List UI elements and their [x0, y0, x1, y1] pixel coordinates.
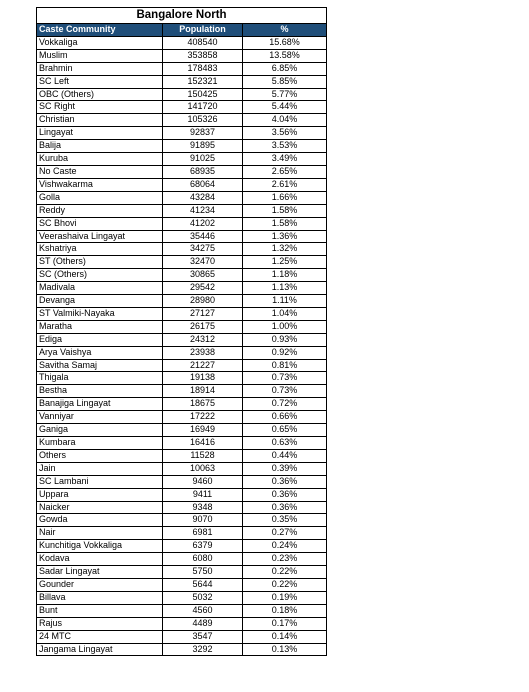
- cell-percent: 0.19%: [243, 591, 327, 604]
- table-row: [37, 114, 327, 127]
- spreadsheet-table-container: [36, 7, 326, 656]
- cell-caste-community: Ediga: [37, 333, 163, 346]
- table-row: [37, 333, 327, 346]
- table-row: [37, 630, 327, 643]
- cell-population: 178483: [163, 62, 243, 75]
- table-row: [37, 604, 327, 617]
- cell-percent: 3.53%: [243, 140, 327, 153]
- cell-percent: 0.65%: [243, 424, 327, 437]
- cell-caste-community: Ganiga: [37, 424, 163, 437]
- cell-percent: 1.04%: [243, 307, 327, 320]
- table-header-row: [37, 24, 327, 37]
- cell-population: 18675: [163, 398, 243, 411]
- cell-population: 5750: [163, 566, 243, 579]
- table-row: [37, 411, 327, 424]
- cell-population: 41202: [163, 217, 243, 230]
- cell-population: 4560: [163, 604, 243, 617]
- cell-caste-community: Banajiga Lingayat: [37, 398, 163, 411]
- cell-caste-community: Jain: [37, 462, 163, 475]
- cell-percent: 15.68%: [243, 36, 327, 49]
- cell-population: 353858: [163, 49, 243, 62]
- cell-percent: 2.65%: [243, 165, 327, 178]
- cell-percent: 13.58%: [243, 49, 327, 62]
- cell-percent: 0.72%: [243, 398, 327, 411]
- cell-caste-community: Christian: [37, 114, 163, 127]
- cell-caste-community: Balija: [37, 140, 163, 153]
- header-percent: %: [243, 24, 327, 37]
- cell-percent: 1.25%: [243, 256, 327, 269]
- cell-caste-community: Thigala: [37, 372, 163, 385]
- cell-population: 11528: [163, 449, 243, 462]
- cell-population: 6080: [163, 553, 243, 566]
- cell-population: 9348: [163, 501, 243, 514]
- cell-population: 105326: [163, 114, 243, 127]
- table-row: [37, 295, 327, 308]
- cell-percent: 0.93%: [243, 333, 327, 346]
- table-row: [37, 191, 327, 204]
- cell-population: 152321: [163, 75, 243, 88]
- table-row: [37, 140, 327, 153]
- cell-caste-community: No Caste: [37, 165, 163, 178]
- header-caste-community: Caste Community: [37, 24, 163, 37]
- cell-population: 21227: [163, 359, 243, 372]
- cell-population: 18914: [163, 385, 243, 398]
- cell-percent: 0.22%: [243, 566, 327, 579]
- cell-percent: 3.49%: [243, 153, 327, 166]
- cell-percent: 6.85%: [243, 62, 327, 75]
- cell-percent: 1.18%: [243, 269, 327, 282]
- cell-percent: 5.85%: [243, 75, 327, 88]
- table-row: [37, 36, 327, 49]
- table-row: [37, 269, 327, 282]
- cell-caste-community: Savitha Samaj: [37, 359, 163, 372]
- cell-percent: 0.63%: [243, 437, 327, 450]
- table-row: [37, 346, 327, 359]
- cell-caste-community: Kuruba: [37, 153, 163, 166]
- cell-population: 28980: [163, 295, 243, 308]
- table-row: [37, 578, 327, 591]
- cell-population: 92837: [163, 127, 243, 140]
- table-row: [37, 437, 327, 450]
- cell-percent: 0.24%: [243, 540, 327, 553]
- cell-caste-community: SC Bhovi: [37, 217, 163, 230]
- cell-caste-community: Madivala: [37, 282, 163, 295]
- cell-population: 91025: [163, 153, 243, 166]
- table-row: [37, 501, 327, 514]
- cell-percent: 1.00%: [243, 320, 327, 333]
- cell-caste-community: Others: [37, 449, 163, 462]
- table-row: [37, 217, 327, 230]
- table-row: [37, 230, 327, 243]
- cell-population: 19138: [163, 372, 243, 385]
- cell-population: 4489: [163, 617, 243, 630]
- cell-caste-community: Kunchitiga Vokkaliga: [37, 540, 163, 553]
- table-row: [37, 243, 327, 256]
- table-row: [37, 127, 327, 140]
- cell-percent: 0.14%: [243, 630, 327, 643]
- table-row: [37, 49, 327, 62]
- cell-caste-community: Naicker: [37, 501, 163, 514]
- cell-caste-community: OBC (Others): [37, 88, 163, 101]
- cell-population: 3547: [163, 630, 243, 643]
- cell-population: 17222: [163, 411, 243, 424]
- table-row: [37, 101, 327, 114]
- cell-caste-community: SC Left: [37, 75, 163, 88]
- cell-population: 10063: [163, 462, 243, 475]
- table-row: [37, 462, 327, 475]
- cell-population: 68935: [163, 165, 243, 178]
- table-row: [37, 256, 327, 269]
- table-row: [37, 514, 327, 527]
- cell-percent: 2.61%: [243, 178, 327, 191]
- cell-population: 16416: [163, 437, 243, 450]
- cell-population: 41234: [163, 204, 243, 217]
- table-row: [37, 591, 327, 604]
- cell-caste-community: Gounder: [37, 578, 163, 591]
- cell-percent: 1.13%: [243, 282, 327, 295]
- cell-caste-community: Gowda: [37, 514, 163, 527]
- cell-population: 24312: [163, 333, 243, 346]
- cell-population: 35446: [163, 230, 243, 243]
- cell-population: 27127: [163, 307, 243, 320]
- cell-population: 6981: [163, 527, 243, 540]
- cell-percent: 1.58%: [243, 204, 327, 217]
- cell-caste-community: Jangama Lingayat: [37, 643, 163, 656]
- cell-caste-community: Kodava: [37, 553, 163, 566]
- table-row: [37, 424, 327, 437]
- cell-percent: 1.58%: [243, 217, 327, 230]
- table-title: Bangalore North: [37, 8, 327, 24]
- cell-caste-community: Devanga: [37, 295, 163, 308]
- cell-percent: 0.35%: [243, 514, 327, 527]
- cell-percent: 1.36%: [243, 230, 327, 243]
- cell-percent: 1.11%: [243, 295, 327, 308]
- cell-caste-community: Vokkaliga: [37, 36, 163, 49]
- table-row: [37, 178, 327, 191]
- cell-percent: 0.36%: [243, 488, 327, 501]
- cell-percent: 0.81%: [243, 359, 327, 372]
- cell-caste-community: Nair: [37, 527, 163, 540]
- cell-caste-community: Lingayat: [37, 127, 163, 140]
- cell-caste-community: Brahmin: [37, 62, 163, 75]
- cell-population: 29542: [163, 282, 243, 295]
- cell-caste-community: Reddy: [37, 204, 163, 217]
- cell-caste-community: Billava: [37, 591, 163, 604]
- cell-population: 3292: [163, 643, 243, 656]
- cell-caste-community: Arya Vaishya: [37, 346, 163, 359]
- cell-population: 26175: [163, 320, 243, 333]
- table-row: [37, 643, 327, 656]
- cell-percent: 1.66%: [243, 191, 327, 204]
- caste-population-table: [36, 7, 327, 656]
- header-population: Population: [163, 24, 243, 37]
- table-row: [37, 320, 327, 333]
- table-row: [37, 88, 327, 101]
- cell-percent: 0.13%: [243, 643, 327, 656]
- cell-caste-community: SC Lambani: [37, 475, 163, 488]
- table-row: [37, 527, 327, 540]
- cell-percent: 0.44%: [243, 449, 327, 462]
- cell-caste-community: Bunt: [37, 604, 163, 617]
- cell-caste-community: 24 MTC: [37, 630, 163, 643]
- cell-caste-community: ST (Others): [37, 256, 163, 269]
- cell-caste-community: Uppara: [37, 488, 163, 501]
- cell-population: 68064: [163, 178, 243, 191]
- cell-percent: 0.73%: [243, 372, 327, 385]
- cell-population: 150425: [163, 88, 243, 101]
- table-row: [37, 398, 327, 411]
- cell-population: 32470: [163, 256, 243, 269]
- cell-percent: 0.66%: [243, 411, 327, 424]
- table-row: [37, 488, 327, 501]
- table-row: [37, 62, 327, 75]
- table-body: [37, 36, 327, 656]
- table-row: [37, 553, 327, 566]
- cell-percent: 0.27%: [243, 527, 327, 540]
- cell-caste-community: SC Right: [37, 101, 163, 114]
- table-row: [37, 153, 327, 166]
- cell-population: 30865: [163, 269, 243, 282]
- cell-population: 16949: [163, 424, 243, 437]
- cell-population: 5644: [163, 578, 243, 591]
- cell-percent: 0.36%: [243, 501, 327, 514]
- table-row: [37, 307, 327, 320]
- cell-population: 9460: [163, 475, 243, 488]
- cell-population: 6379: [163, 540, 243, 553]
- table-row: [37, 449, 327, 462]
- table-row: [37, 75, 327, 88]
- cell-percent: 0.39%: [243, 462, 327, 475]
- cell-caste-community: Kshatriya: [37, 243, 163, 256]
- cell-percent: 3.56%: [243, 127, 327, 140]
- cell-percent: 0.23%: [243, 553, 327, 566]
- cell-caste-community: Golla: [37, 191, 163, 204]
- cell-population: 9070: [163, 514, 243, 527]
- cell-caste-community: Sadar Lingayat: [37, 566, 163, 579]
- cell-population: 408540: [163, 36, 243, 49]
- cell-caste-community: Kumbara: [37, 437, 163, 450]
- cell-percent: 5.44%: [243, 101, 327, 114]
- table-row: [37, 372, 327, 385]
- cell-population: 34275: [163, 243, 243, 256]
- cell-caste-community: Maratha: [37, 320, 163, 333]
- cell-caste-community: SC (Others): [37, 269, 163, 282]
- cell-percent: 5.77%: [243, 88, 327, 101]
- table-row: [37, 204, 327, 217]
- table-row: [37, 385, 327, 398]
- cell-percent: 1.32%: [243, 243, 327, 256]
- cell-percent: 4.04%: [243, 114, 327, 127]
- table-row: [37, 617, 327, 630]
- cell-population: 5032: [163, 591, 243, 604]
- table-row: [37, 540, 327, 553]
- cell-caste-community: Rajus: [37, 617, 163, 630]
- table-title-row: [37, 8, 327, 24]
- cell-population: 9411: [163, 488, 243, 501]
- cell-population: 23938: [163, 346, 243, 359]
- cell-percent: 0.18%: [243, 604, 327, 617]
- table-row: [37, 359, 327, 372]
- table-row: [37, 566, 327, 579]
- cell-caste-community: Muslim: [37, 49, 163, 62]
- cell-population: 91895: [163, 140, 243, 153]
- cell-percent: 0.92%: [243, 346, 327, 359]
- cell-percent: 0.73%: [243, 385, 327, 398]
- cell-caste-community: Veerashaiva Lingayat: [37, 230, 163, 243]
- cell-population: 43284: [163, 191, 243, 204]
- cell-population: 141720: [163, 101, 243, 114]
- cell-percent: 0.36%: [243, 475, 327, 488]
- cell-percent: 0.22%: [243, 578, 327, 591]
- cell-percent: 0.17%: [243, 617, 327, 630]
- cell-caste-community: Bestha: [37, 385, 163, 398]
- cell-caste-community: ST Valmiki-Nayaka: [37, 307, 163, 320]
- cell-caste-community: Vishwakarma: [37, 178, 163, 191]
- table-row: [37, 282, 327, 295]
- cell-caste-community: Vanniyar: [37, 411, 163, 424]
- table-row: [37, 165, 327, 178]
- table-row: [37, 475, 327, 488]
